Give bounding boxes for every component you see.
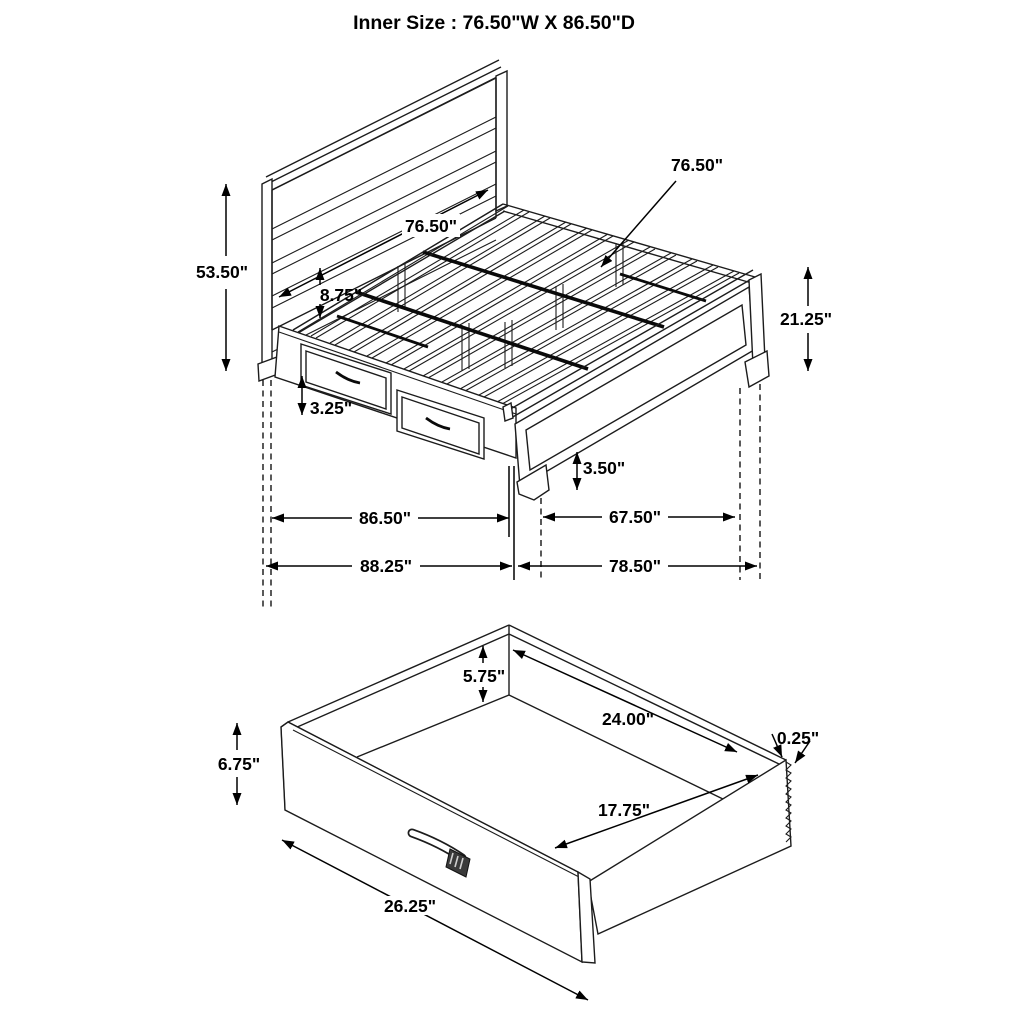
bed-storage-side-rail <box>275 326 516 459</box>
dim-label-drawer-inner-length: 17.75" <box>597 800 651 820</box>
dim-bed-foot-clearance <box>577 452 625 490</box>
bed-footboard <box>503 270 769 500</box>
headboard-right-post <box>496 71 507 211</box>
dim-label-drawer-front-height: 6.75" <box>217 754 261 774</box>
dim-bed-headboard-height <box>196 184 248 371</box>
dim-label-headboard-height: 53.50" <box>195 262 249 282</box>
dim-bed-overall-width <box>518 556 757 576</box>
dim-label-footboard-height: 21.25" <box>779 309 833 329</box>
headboard-left-post <box>262 179 272 370</box>
drawer-drawing <box>281 625 791 963</box>
drawer-right-wall <box>588 760 791 934</box>
drawer-back-wall <box>509 625 786 764</box>
dim-label-overall-length: 88.25" <box>359 556 413 576</box>
dim-drawer-front-height <box>218 723 260 805</box>
dim-label-panel-thickness: 0.25" <box>776 728 820 748</box>
dim-label-drawer-front-width: 26.25" <box>383 896 437 916</box>
platform-right-rail <box>503 204 755 284</box>
dim-label-overall-width: 78.50" <box>608 556 662 576</box>
extension-lines-solid <box>509 466 514 580</box>
dim-label-footboard-inner-width: 67.50" <box>608 507 662 527</box>
dim-label-slat-offset: 8.75" <box>319 285 363 305</box>
dim-label-side-inner-length: 86.50" <box>358 508 412 528</box>
bed-drawing <box>258 60 769 500</box>
footboard-right-foot <box>745 351 769 387</box>
dim-label-drawer-front-height: 3.25" <box>309 398 353 418</box>
dim-label-drawer-inner-width: 24.00" <box>601 709 655 729</box>
dim-drawer-panel-thickness <box>772 728 819 763</box>
dim-bed-side-inner-length <box>272 508 509 528</box>
dim-drawer-inner-width <box>513 650 737 752</box>
dim-label-slat-width: 76.50" <box>670 155 724 175</box>
dim-label-headboard-inner-width: 76.50" <box>404 216 458 236</box>
dim-label-drawer-inner-depth: 5.75" <box>462 666 506 686</box>
dim-drawer-inner-depth <box>463 646 505 702</box>
dim-bed-footboard-inner-width <box>543 507 735 527</box>
page-title: Inner Size : 76.50"W X 86.50"D <box>353 12 635 34</box>
dim-bed-overall-length <box>266 556 512 576</box>
dim-label-foot-clearance: 3.50" <box>582 458 626 478</box>
dim-bed-footboard-height <box>780 267 832 371</box>
